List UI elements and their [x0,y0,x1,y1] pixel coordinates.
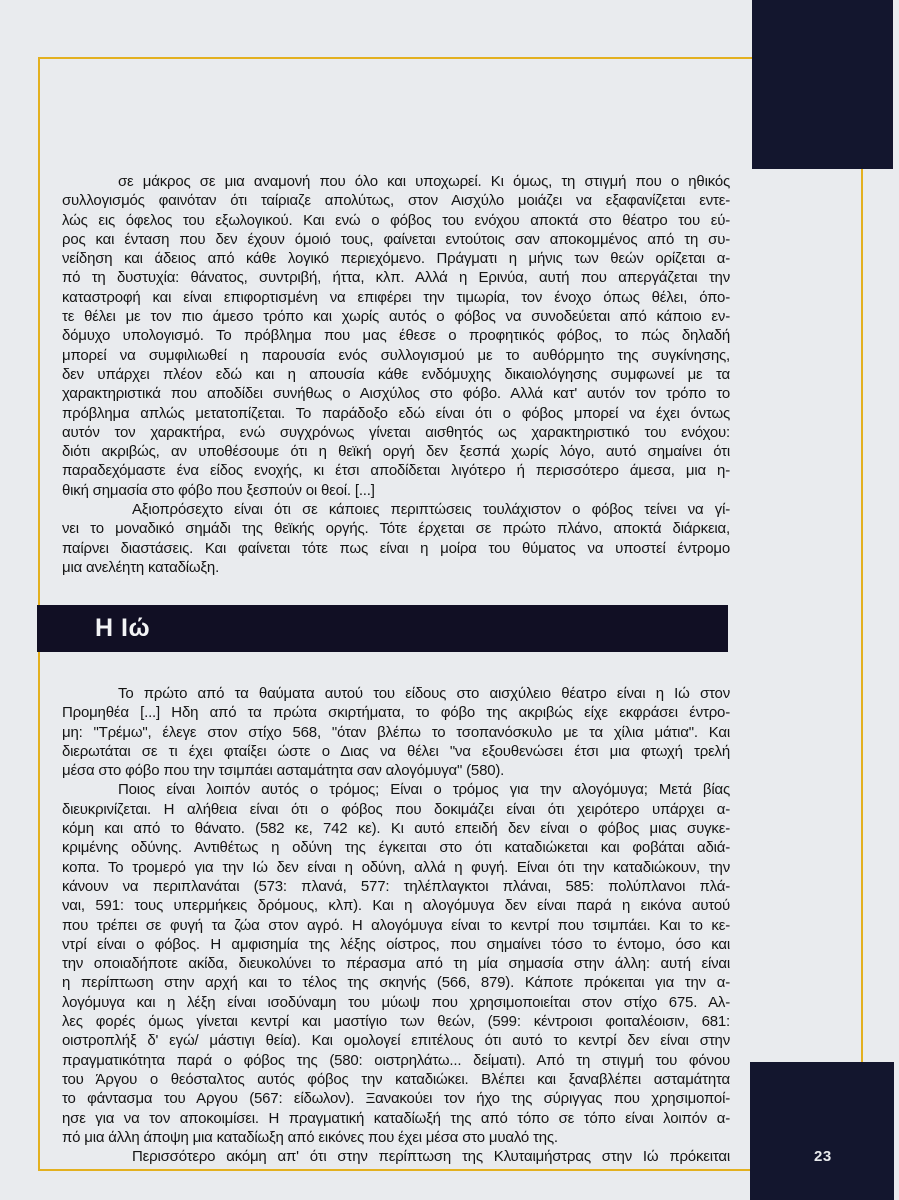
text-line: του Άργου ο θεόσταλτος αυτός φόβος την καταδιώκει. Βλέπει και ξαναβλέπει ασταμάτητα [62,1070,730,1088]
section-heading: Η Ιώ [95,614,151,642]
text-line: ναι, 591: τους υπερμήκεις δρόμους, κλπ). Και η αλογόμυγα δεν είναι παρά η εικόνα αυτού [62,897,730,915]
text-line: δόμυχο υπολογισμό. Το πρόβλημα που μας έθεσε ο προφητικός φόβος, το πώς δηλαδή [62,327,730,345]
page-number: 23 [814,1148,832,1165]
text-line: η περίπτωση στην αρχή και το τέλος της σκηνής (566, 879). Κάποτε πρόκειται για την α- [62,974,730,992]
text-line: οιστροπλήξ δ' εγώ/ μάστιγι θεία). Και ομολογεί επιτέλους ότι αυτό το κεντρί δεν είναι στην [62,1032,730,1050]
text-line: λες φορές όμως γίνεται κεντρί και μαστίγιο των θεών, (599: κέντροισι φοιταλέοισιν, 681: [62,1013,730,1031]
text-line: κοπα. Το τρομερό για την Ιώ δεν είναι η οδύνη, αλλά η φυγή. Είναι ότι την καταδιώκουν, την [62,858,730,876]
text-line: νείδηση και άδειος από κάθε λογικό περιεχόμενο. Πράγματι η μήνις των θεών ορίζεται α- [62,250,730,268]
text-line: ντρί είναι ο φόβος. Η αμφισημία της λέξης οίστρος, που σημαίνει τόσο το έντομο, όσο και [62,935,730,953]
text-line: το φάντασμα του Αργου (567: είδωλον). Ξανακούει τον ήχο της σύριγγας που χρησιμοποί- [62,1090,730,1108]
text-line: μια ανελέητη καταδίωξη. [62,558,220,576]
text-line: πό μια άλλη άποψη μια καταδίωξη από εικόνες που έχει μέσα στο μυαλό της. [62,1128,558,1146]
text-line: ρος και ένταση που δεν έχουν όμοιό τους, φαίνεται εντούτοις σαν αποκομμένος από τη συ- [62,230,730,248]
text-line: πραγματικότητα παρά ο φόβος της (580: οιστρηλάτω... δείματι). Από τη στιγμή του φόνου [62,1051,730,1069]
text-line: Προμηθέα [...] Ηδη από τα πρώτα σκιρτήματα, το φόβο της ακριβώς είχε εκφράσει έντρο- [62,704,730,722]
section-heading-bar [37,605,728,652]
text-line: πρόβλημα απλώς μετατοπίζεται. Το παράδοξο εδώ είναι ότι ο φόβος μπορεί να έχει όντως [62,404,730,422]
text-line: κόμη και από το θάνατο. (582 κε, 742 κε). Κι αυτό επειδή δεν είναι ο φόβος μιας συγκε- [62,820,730,838]
body-text-upper [62,172,730,577]
text-line: που τρέπει σε φυγή τα ζώα στον αγρό. Η αλογόμυγα είναι το κεντρί που τσιμπάει. Και το κε- [62,916,730,934]
text-line: διερωτάται σε τι έχει φταίξει ώστε ο Διας να θέλει "να εξουθενώσει έτσι μια φτωχή τρελή [62,742,730,760]
text-line: Αξιοπρόσεχτο είναι ότι σε κάποιες περιπτώσεις τουλάχιστον ο φόβος τείνει να γί- [132,501,730,519]
text-line: θική σημασία στο φόβο που ξεσπούν οι θεοί. [...] [62,481,375,499]
text-line: λογόμυγα και η λέξη είναι ισοδύναμη του μύωψ που χρησιμοποιείται στον στίχο 675. Αλ- [62,993,730,1011]
text-line: κριμένης οδύνης. Αντιθέτως η οδύνη της έγκειται στο ότι καταδιώκεται και φοβάται αδιά- [62,839,730,857]
text-line: Ποιος είναι λοιπόν αυτός ο τρόμος; Είναι ο τρόμος για την αλογόμυγα; Μετά βίας [118,781,730,799]
text-line: Το πρώτο από τα θαύματα αυτού του είδους στο αισχύλειο θέατρο είναι η Ιώ στον [118,685,730,702]
text-line: καταστροφή και είναι επιφορτισμένη να επιφέρει την τιμωρία, τον ένοχο όπως θέλει, όπο- [62,288,730,306]
bottom-right-corner-block [750,1062,894,1200]
text-line: μπορεί να συμφιλιωθεί η παρουσία ενός συλλογισμού με το αυθόρμητο της συγκίνησης, [62,346,730,364]
text-line: δεν υπάρχει πλέον εδώ και η απουσία κάθε ενδόμυχης δικαιολόγησης συμφωνεί με τα [62,365,730,383]
text-line: πό τη δυστυχία: θάνατος, συντριβή, ήττα, κλπ. Αλλά η Ερινύα, αυτή που απεργάζεται την [62,269,730,287]
text-line: ησε για να τον αποκοιμίσει. Η πραγματική καταδίωξή της από τόπο σε τόπο είναι λοιπόν α- [62,1109,730,1127]
text-line: χαρακτηριστικά που αποδίδει συνήθως ο Αισχύλος στο φόβο. Αλλά κατ' αυτόν τον τρόπο το [62,385,730,403]
text-line: διότι ακριβώς, αν υποθέσουμε ότι η θεϊκή οργή δεν ξεσπά χωρίς λόγο, αυτό σημαίνει ότι [62,443,730,461]
text-line: αυτόν τον χαρακτήρα, ενώ συγχρόνως γίνεται αισθητός ως χαρακτηριστικό του ενόχου: [62,423,730,441]
text-line: Περισσότερο ακόμη απ' ότι στην περίπτωση της Κλυταιμήστρας στην Ιώ πρόκειται [132,1148,730,1166]
text-line: παραδεχόμαστε ένα είδος ενοχής, κι έτσι αποδίδεται λιγότερο ή περισσότερο άμεσα, μια η- [62,462,730,480]
text-line: σε μάκρος σε μια αναμονή που όλο και υποχωρεί. Κι όμως, τη στιγμή που ο ηθικός [118,173,730,190]
text-line: μη: "Τρέμω", έλεγε στον στίχο 568, "όταν βλέπω το τσοπανόσκυλο με τα χίλια μάτια". Και [62,723,730,741]
text-line: τε θέλει με τον πιο άμεσο τρόπο και χωρίς αυτός ο φόβος να συνοδεύεται από κάποιο εν- [62,308,730,326]
text-line: συλλογισμός φαινόταν ότι ταίριαζε απολύτως, στον Αισχύλο μοιάζει να εξαφανίζεται εντε- [62,192,730,210]
text-line: παίρνει διαστάσεις. Και φαίνεται τότε πως είναι η μοίρα του θύματος να υποστεί έντρομο [62,539,730,557]
text-line: νει το μοναδικό σημάδι της θεϊκής οργής. Τότε έρχεται σε πρώτο πλάνο, αποκτά διάρκεια, [62,520,730,538]
body-text-lower [62,684,730,1166]
top-right-corner-block [752,0,893,169]
text-line: μέσα στο φόβο που την τσιμπάει ασταμάτητα σαν αλογόμυγα" (580). [62,762,505,780]
text-line: την οποιαδήποτε ακίδα, διευκολύνει το πέρασμα από τη μία σημασία στην άλλη: αυτή είναι [62,955,730,973]
text-line: κάνουν να περιπλανάται (573: πλανά, 577: τηλέπλαγκτοι πλάναι, 585: πολύπλανοι πλά- [62,877,730,895]
text-line: διευκρινίζεται. Η αλήθεια είναι ότι ο φόβος που δοκιμάζει είναι ότι χειρότερο υπάρχει α- [62,800,730,818]
text-line: λώς εις όφελος του εξωλογικού. Και ενώ ο φόβος του ενόχου αποκτά στο θέατρο του εύ- [62,211,730,229]
